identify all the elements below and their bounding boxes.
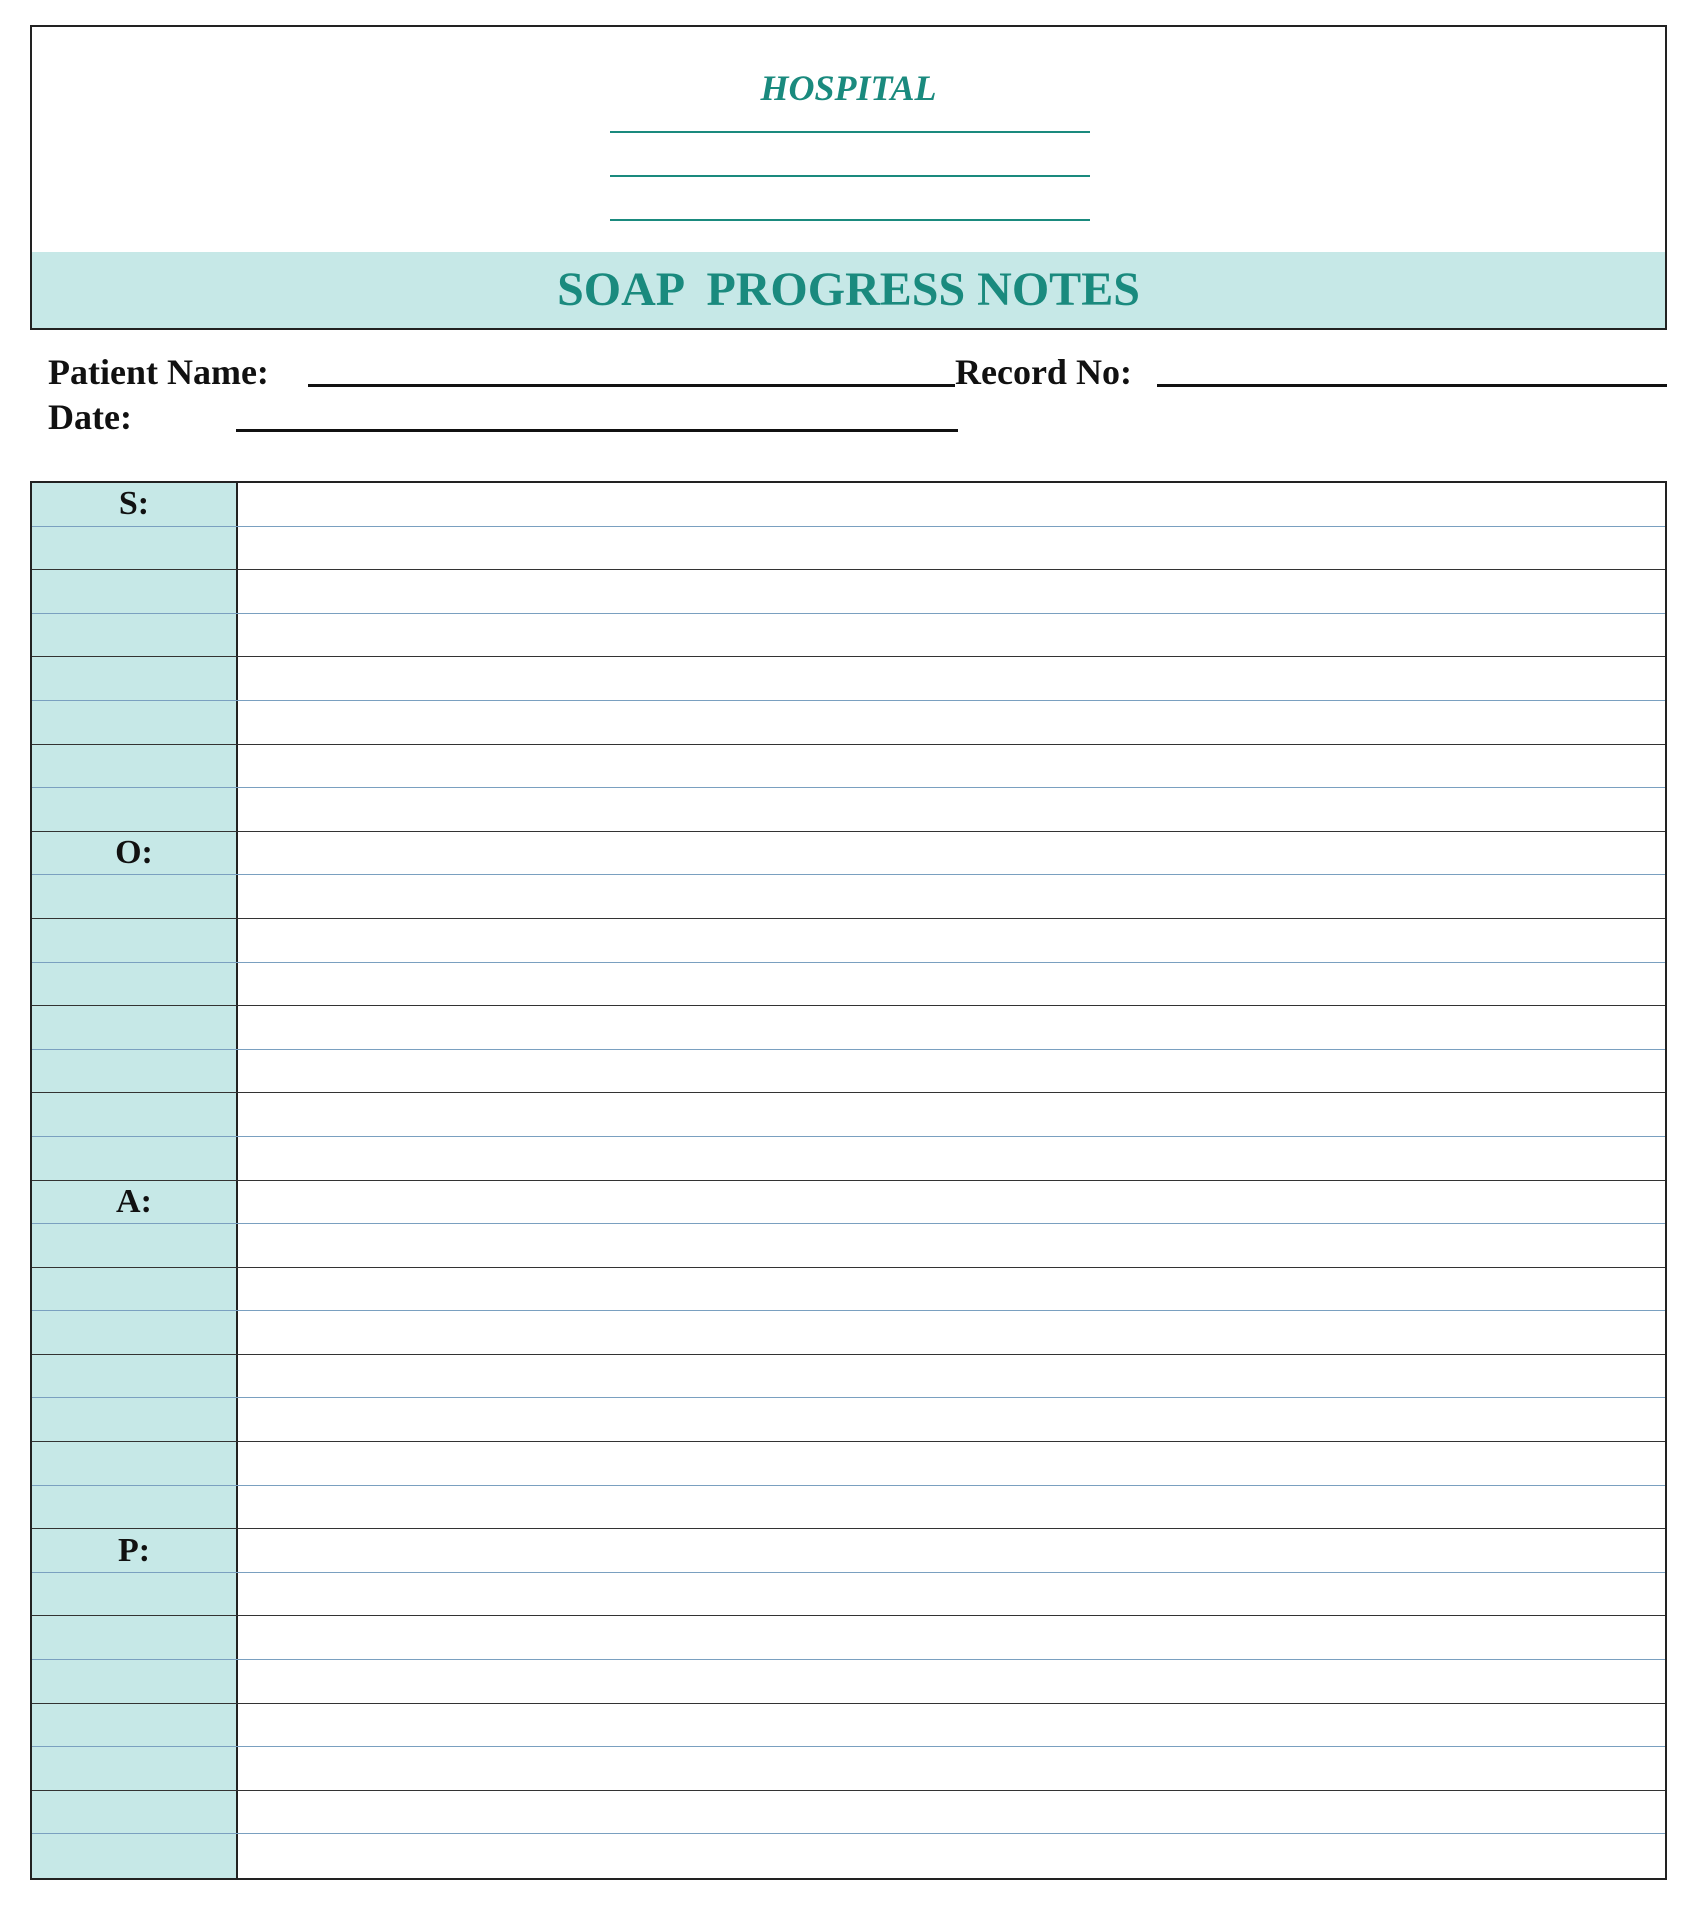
form-header	[30, 25, 1667, 330]
note-line[interactable]	[238, 1529, 1665, 1572]
label-cell	[32, 875, 238, 918]
label-cell	[32, 1834, 238, 1878]
record-no-label: Record No:	[955, 352, 1132, 392]
soap-row	[32, 1050, 1665, 1094]
note-line[interactable]	[238, 657, 1665, 700]
soap-row	[32, 527, 1665, 571]
label-cell	[32, 570, 238, 613]
soap-row	[32, 1137, 1665, 1181]
note-line[interactable]	[238, 1355, 1665, 1398]
soap-row	[32, 1791, 1665, 1835]
soap-row	[32, 963, 1665, 1007]
soap-row	[32, 788, 1665, 832]
patient-name-field[interactable]	[308, 384, 955, 387]
note-line[interactable]	[238, 1442, 1665, 1485]
soap-row	[32, 1006, 1665, 1050]
note-line[interactable]	[238, 1704, 1665, 1747]
section-label-4: P:	[32, 1529, 238, 1572]
note-line[interactable]	[238, 1398, 1665, 1441]
note-line[interactable]	[238, 1006, 1665, 1049]
label-cell	[32, 1311, 238, 1354]
soap-row	[32, 483, 1665, 527]
label-cell	[32, 1050, 238, 1093]
soap-row	[32, 1224, 1665, 1268]
label-cell	[32, 745, 238, 788]
soap-row	[32, 1355, 1665, 1399]
note-line[interactable]	[238, 614, 1665, 657]
label-cell	[32, 1442, 238, 1485]
label-cell	[32, 1660, 238, 1703]
label-cell	[32, 1791, 238, 1834]
label-cell	[32, 1747, 238, 1790]
note-line[interactable]	[238, 1093, 1665, 1136]
patient-name-label: Patient Name:	[48, 352, 269, 392]
label-cell	[32, 919, 238, 962]
label-cell	[32, 1616, 238, 1659]
label-cell	[32, 1486, 238, 1529]
date-field[interactable]	[236, 429, 958, 432]
section-label-1: S:	[32, 483, 238, 526]
note-line[interactable]	[238, 875, 1665, 918]
soap-row	[32, 1529, 1665, 1573]
label-cell	[32, 527, 238, 570]
label-cell	[32, 1268, 238, 1311]
note-line[interactable]	[238, 832, 1665, 875]
soap-row	[32, 1660, 1665, 1704]
label-cell	[32, 1355, 238, 1398]
label-cell	[32, 657, 238, 700]
note-line[interactable]	[238, 1834, 1665, 1878]
label-cell	[32, 1398, 238, 1441]
note-line[interactable]	[238, 1616, 1665, 1659]
section-label-3: A:	[32, 1181, 238, 1224]
soap-row	[32, 1442, 1665, 1486]
hospital-name: HOSPITAL	[760, 68, 937, 108]
label-cell	[32, 1093, 238, 1136]
soap-row	[32, 832, 1665, 876]
note-line[interactable]	[238, 483, 1665, 526]
section-label-2: O:	[32, 832, 238, 875]
note-line[interactable]	[238, 1137, 1665, 1180]
soap-row	[32, 919, 1665, 963]
soap-row	[32, 1398, 1665, 1442]
note-line[interactable]	[238, 570, 1665, 613]
note-line[interactable]	[238, 1268, 1665, 1311]
note-line[interactable]	[238, 919, 1665, 962]
soap-notes-grid	[30, 481, 1667, 1880]
note-line[interactable]	[238, 1050, 1665, 1093]
label-cell	[32, 788, 238, 831]
address-line-1[interactable]	[610, 131, 1090, 133]
note-line[interactable]	[238, 788, 1665, 831]
soap-row	[32, 1704, 1665, 1748]
soap-row	[32, 875, 1665, 919]
note-line[interactable]	[238, 1486, 1665, 1529]
note-line[interactable]	[238, 1224, 1665, 1267]
label-cell	[32, 1006, 238, 1049]
soap-row	[32, 1573, 1665, 1617]
soap-row	[32, 1747, 1665, 1791]
label-cell	[32, 1224, 238, 1267]
note-line[interactable]	[238, 1660, 1665, 1703]
soap-row	[32, 657, 1665, 701]
address-line-3[interactable]	[610, 219, 1090, 221]
note-line[interactable]	[238, 1181, 1665, 1224]
label-cell	[32, 1704, 238, 1747]
soap-row	[32, 614, 1665, 658]
date-label: Date:	[48, 397, 132, 437]
note-line[interactable]	[238, 745, 1665, 788]
soap-row	[32, 1834, 1665, 1878]
soap-row	[32, 1311, 1665, 1355]
label-cell	[32, 701, 238, 744]
soap-row	[32, 1093, 1665, 1137]
soap-row	[32, 1486, 1665, 1530]
note-line[interactable]	[238, 701, 1665, 744]
note-line[interactable]	[238, 527, 1665, 570]
form-title-band	[32, 252, 1665, 328]
note-line[interactable]	[238, 1747, 1665, 1790]
record-no-field[interactable]	[1157, 384, 1667, 387]
note-line[interactable]	[238, 963, 1665, 1006]
label-cell	[32, 614, 238, 657]
note-line[interactable]	[238, 1311, 1665, 1354]
soap-row	[32, 701, 1665, 745]
soap-row	[32, 570, 1665, 614]
label-cell	[32, 963, 238, 1006]
form-title: SOAP PROGRESS NOTES	[557, 263, 1140, 316]
soap-row	[32, 745, 1665, 789]
address-line-2[interactable]	[610, 175, 1090, 177]
note-line[interactable]	[238, 1791, 1665, 1834]
label-cell	[32, 1573, 238, 1616]
label-cell	[32, 1137, 238, 1180]
soap-row	[32, 1616, 1665, 1660]
soap-row	[32, 1181, 1665, 1225]
soap-row	[32, 1268, 1665, 1312]
note-line[interactable]	[238, 1573, 1665, 1616]
